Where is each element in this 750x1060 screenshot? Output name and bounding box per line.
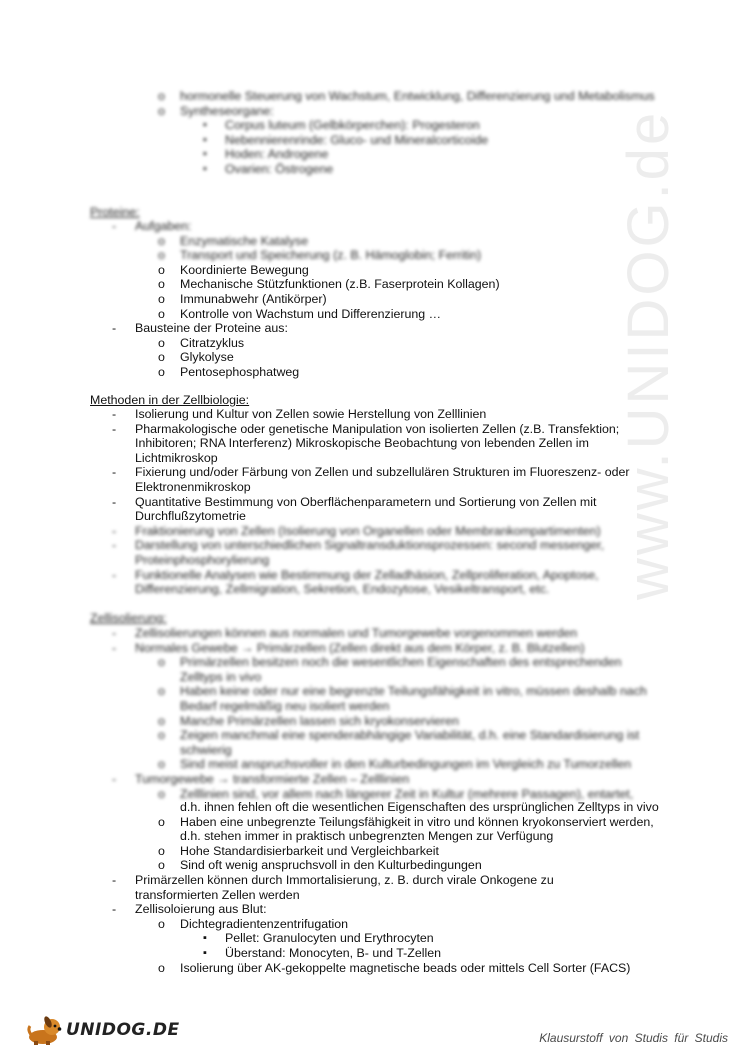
list-item: - Darstellung von unterschiedlichen Signaltransduktionsprozessen: second messenger, Proteinphosphorylierung — [0, 538, 640, 567]
list-item: - Zellisolierungen können aus normalen und Tumorgewebe vorgenommen werden — [0, 626, 640, 641]
methoden-list — [0, 407, 640, 597]
list-item: ▪ Corpus luteum (Gelbkörperchen): Progesteron — [0, 118, 685, 133]
watermark: www.UNIDOG.de — [616, 109, 681, 600]
list-item: o Zeigen manchmal eine spenderabhängige Variabilität, d.h. eine Standardisierung ist schwierig — [0, 728, 660, 757]
zellisolierung-list-blurred — [0, 626, 660, 801]
list-item: o Manche Primärzellen lassen sich kryokonservieren — [0, 714, 660, 729]
list-item: - Zellisoloierung aus Blut: — [0, 902, 660, 917]
list-item: o Sind meist anspruchsvoller in den Kulturbedingungen im Vergleich zu Tumorzellen — [0, 757, 660, 772]
list-item: o Enzymatische Katalyse — [0, 234, 500, 249]
list-item: o hormonelle Steuerung von Wachstum, Entwicklung, Differenzierung und Metabolismus — [0, 89, 685, 104]
list-item: - Bausteine der Proteine aus: — [0, 321, 500, 336]
list-item: o Haben eine unbegrenzte Teilungsfähigkeit in vitro und können kryokonserviert werden, d.h. stehen immer in praktisch unbegrenzten Mengen zur Verfügung — [0, 815, 660, 844]
unidog-logo[interactable] — [26, 1014, 180, 1046]
list-item: o Kontrolle von Wachstum und Differenzierung … — [0, 307, 500, 322]
list-item: o Glykolyse — [0, 350, 500, 365]
list-item: o Zelllinien sind, vor allem nach längerer Zeit in Kultur (mehrere Passagen), entartet, — [0, 787, 660, 802]
footer-slogan: Klausurstoff von Studis für Studis — [539, 1031, 728, 1045]
list-item: - Primärzellen können durch Immortalisierung, z. B. durch virale Onkogene zu transformierten Zellen werden — [0, 873, 640, 902]
list-item: o Koordinierte Bewegung — [0, 263, 500, 278]
section-title-methoden: Methoden in der Zellbiologie: — [90, 393, 250, 407]
list-item: o Citratzyklus — [0, 336, 500, 351]
list-item: ▪ Nebennierenrinde: Gluco- und Mineralcorticoide — [0, 133, 685, 148]
list-item: - Tumorgewebe → transformierte Zellen – Zelllinien — [0, 772, 640, 787]
list-item: - Fraktionierung von Zellen (Isolierung von Organellen oder Membrankompartimenten) — [0, 524, 640, 539]
list-item: - Quantitative Bestimmung von Oberflächenparametern und Sortierung von Zellen mit Durchflußzytometrie — [0, 495, 640, 524]
list-item: - Fixierung und/oder Färbung von Zellen und subzellulären Strukturen im Fluoreszenz- oder Elektronenmikroskop — [0, 465, 640, 494]
list-item: o Mechanische Stützfunktionen (z.B. Faserprotein Kollagen) — [0, 277, 500, 292]
list-item: o Sind oft wenig anspruchsvoll in den Kulturbedingungen — [0, 858, 660, 873]
list-item: ▪ Pellet: Granulocyten und Erythrocyten — [0, 931, 660, 946]
section-title-zellisolierung: Zellisolierung: — [90, 611, 167, 625]
list-item: o Dichtegradientenzentrifugation — [0, 917, 660, 932]
list-item: - Isolierung und Kultur von Zellen sowie Herstellung von Zelllinien — [0, 407, 640, 422]
list-item: o Hohe Standardisierbarkeit und Vergleichbarkeit — [0, 844, 660, 859]
list-item: - Aufgaben: — [0, 219, 500, 234]
list-item: o Pentosephosphatweg — [0, 365, 500, 380]
zellisolierung-list — [0, 800, 660, 975]
top-list — [0, 89, 685, 177]
list-item: o Immunabwehr (Antikörper) — [0, 292, 500, 307]
list-item: ▪ Überstand: Monocyten, B- und T-Zellen — [0, 946, 660, 961]
dog-icon — [26, 1014, 64, 1046]
section-title-proteine: Proteine: — [90, 205, 140, 219]
list-item: o Haben keine oder nur eine begrenzte Teilungsfähigkeit in vitro, müssen deshalb nach Bedarf regelmäßig neu isoliert werden — [0, 684, 660, 713]
list-item: - Normales Gewebe → Primärzellen (Zellen direkt aus dem Körper, z. B. Blutzellen) — [0, 641, 640, 656]
list-item: o Syntheseorgane: — [0, 104, 685, 119]
proteine-list — [0, 219, 500, 380]
list-item: ▪ Hoden: Androgene — [0, 147, 685, 162]
logo-text: UNIDOG.DE — [66, 1019, 180, 1040]
list-item: o Primärzellen besitzen noch die wesentlichen Eigenschaften des entsprechenden Zelltyps in vivo — [0, 655, 660, 684]
list-item: o Transport und Speicherung (z. B. Hämoglobin; Ferritin) — [0, 248, 500, 263]
list-item-continuation: d.h. ihnen fehlen oft die wesentlichen Eigenschaften des ursprünglichen Zelltyps in vivo — [180, 800, 659, 814]
list-item: o Isolierung über AK-gekoppelte magnetische beads oder mittels Cell Sorter (FACS) — [0, 961, 660, 976]
list-item: ▪ Ovarien: Östrogene — [0, 162, 685, 177]
list-item: - Funktionelle Analysen wie Bestimmung der Zelladhäsion, Zellproliferation, Apoptose, Differenzierung, Zellmigration, Sekretion, Endozytose, Vesikeltransport, etc. — [0, 568, 640, 597]
list-item: - Pharmakologische oder genetische Manipulation von isolierten Zellen (z.B. Transfektion; Inhibitoren; RNA Interferenz) Mikroskopische Beobachtung von lebenden Zellen im Lichtmikroskop — [0, 422, 640, 466]
